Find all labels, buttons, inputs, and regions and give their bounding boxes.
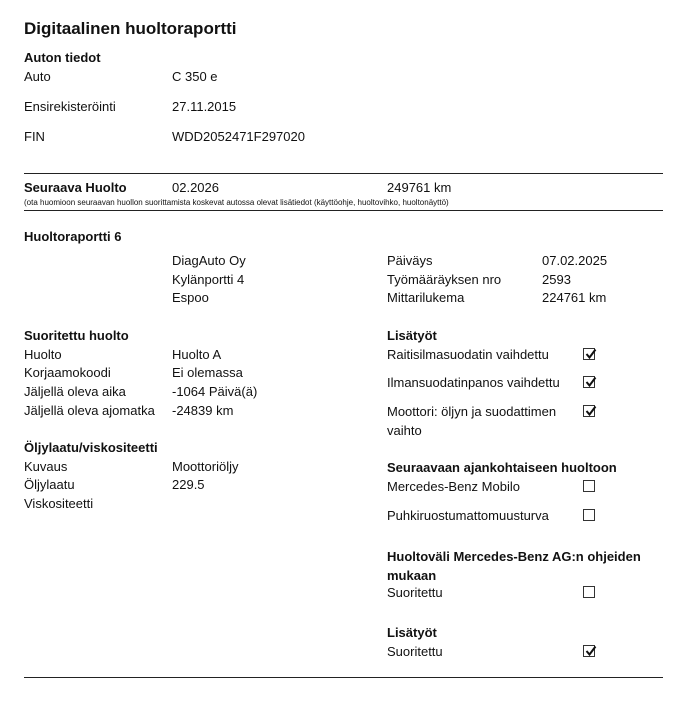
oil-label-description: Kuvaus bbox=[24, 459, 68, 474]
next-current-item-label: Mercedes-Benz Mobilo bbox=[387, 479, 520, 494]
extra-work-checkbox[interactable] bbox=[583, 405, 595, 417]
next-current-checkbox[interactable] bbox=[583, 509, 595, 521]
report-title: Digitaalinen huoltoraportti bbox=[24, 19, 237, 38]
vehicle-label-fin: FIN bbox=[24, 129, 45, 144]
interval-item-label: Suoritettu bbox=[387, 585, 443, 600]
interval-checkbox[interactable] bbox=[583, 586, 595, 598]
vehicle-heading: Auton tiedot bbox=[24, 50, 101, 65]
divider bbox=[24, 677, 663, 678]
interval-heading: Huoltoväli Mercedes-Benz AG:n ohjeiden mukaan bbox=[387, 549, 641, 583]
oil-value-quality: 229.5 bbox=[172, 477, 205, 492]
oil-label-viscosity: Viskositeetti bbox=[24, 496, 94, 511]
next-service-note: (ota huomioon seuraavan huollon suorittamista koskevat autossa olevat lisätiedot (käyttöohje, huoltovihko, huoltonäyttö) bbox=[24, 198, 449, 207]
performed-label-service: Huolto bbox=[24, 347, 62, 362]
performed-label-time: Jäljellä oleva aika bbox=[24, 384, 126, 399]
extra-work-heading: Lisätyöt bbox=[387, 328, 437, 343]
vehicle-value-registration: 27.11.2015 bbox=[172, 99, 237, 114]
extra-work-item-label: Moottori: öljyn ja suodattimen vaihto bbox=[387, 404, 557, 438]
meta-value-odometer: 224761 km bbox=[542, 290, 607, 305]
vehicle-label-registration: Ensirekisteröinti bbox=[24, 99, 116, 114]
performed-label-distance: Jäljellä oleva ajomatka bbox=[24, 403, 155, 418]
vehicle-value-fin: WDD2052471F297020 bbox=[172, 129, 305, 144]
divider bbox=[24, 210, 663, 211]
next-current-checkbox[interactable] bbox=[583, 480, 595, 492]
extra-work2-checkbox[interactable] bbox=[583, 645, 595, 657]
report-heading: Huoltoraportti 6 bbox=[24, 229, 122, 244]
next-service-label: Seuraava Huolto bbox=[24, 180, 127, 195]
performed-value-time: -1064 Päivä(ä) bbox=[172, 384, 258, 399]
meta-value-date: 07.02.2025 bbox=[542, 253, 608, 268]
vehicle-value-model: C 350 e bbox=[172, 69, 218, 84]
next-current-heading: Seuraavaan ajankohtaiseen huoltoon bbox=[387, 460, 617, 475]
performed-label-code: Korjaamokoodi bbox=[24, 365, 111, 380]
next-service-date: 02.2026 bbox=[172, 180, 219, 195]
performed-value-service: Huolto A bbox=[172, 347, 222, 362]
oil-label-quality: Öljylaatu bbox=[24, 477, 75, 492]
check-icon bbox=[584, 347, 598, 361]
extra-work2-item-label: Suoritettu bbox=[387, 644, 443, 659]
workshop-city: Espoo bbox=[172, 290, 209, 305]
meta-value-order: 2593 bbox=[542, 272, 571, 287]
extra-work-checkbox[interactable] bbox=[583, 376, 595, 388]
oil-heading: Öljylaatu/viskositeetti bbox=[24, 440, 158, 455]
divider bbox=[24, 173, 663, 174]
check-icon bbox=[584, 404, 598, 418]
oil-value-description: Moottoriöljy bbox=[172, 459, 239, 474]
extra-work2-heading: Lisätyöt bbox=[387, 625, 437, 640]
meta-label-date: Päiväys bbox=[387, 253, 433, 268]
next-service-mileage: 249761 km bbox=[387, 180, 452, 195]
vehicle-label-model: Auto bbox=[24, 69, 51, 84]
workshop-name: DiagAuto Oy bbox=[172, 253, 246, 268]
performed-heading: Suoritettu huolto bbox=[24, 328, 129, 343]
extra-work-item-label: Ilmansuodatinpanos vaihdettu bbox=[387, 375, 560, 390]
meta-label-order: Työmääräyksen nro bbox=[387, 272, 502, 287]
next-current-item-label: Puhkiruostumattomuusturva bbox=[387, 508, 549, 523]
check-icon bbox=[584, 375, 598, 389]
extra-work-checkbox[interactable] bbox=[583, 348, 595, 360]
workshop-street: Kylänportti 4 bbox=[172, 272, 245, 287]
extra-work-item-label: Raitisilmasuodatin vaihdettu bbox=[387, 347, 549, 362]
meta-label-odometer: Mittarilukema bbox=[387, 290, 465, 305]
performed-value-distance: -24839 km bbox=[172, 403, 234, 418]
performed-value-code: Ei olemassa bbox=[172, 365, 243, 380]
check-icon bbox=[584, 644, 598, 658]
